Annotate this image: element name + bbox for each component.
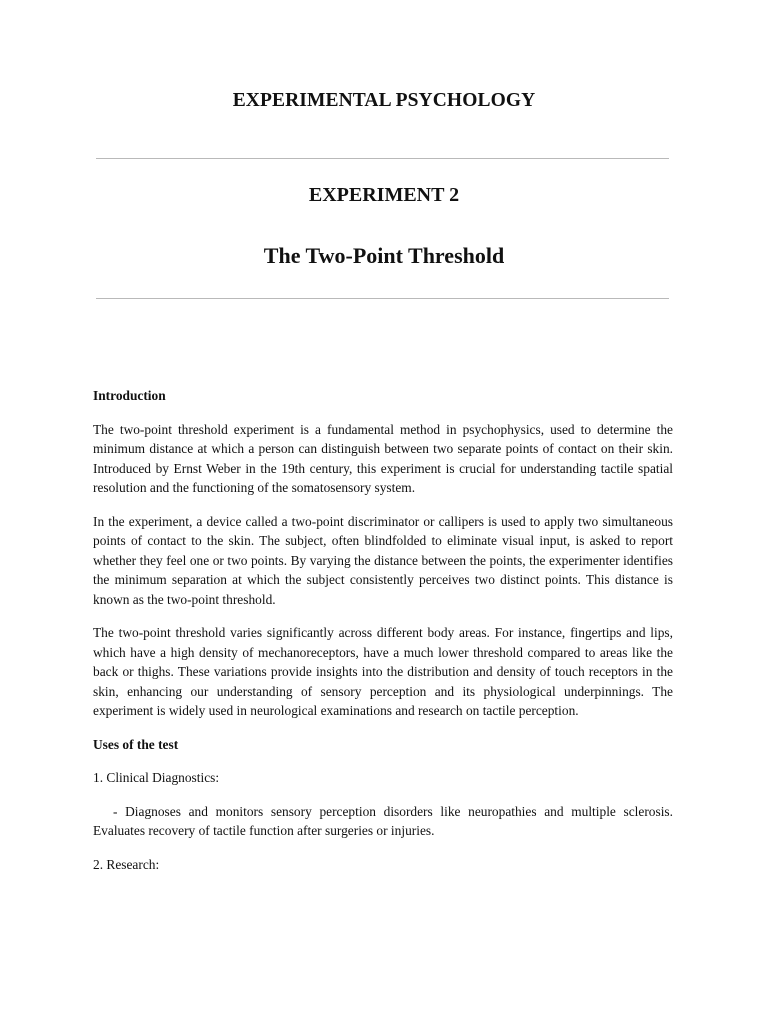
course-title: EXPERIMENTAL PSYCHOLOGY (232, 90, 536, 111)
top-divider (96, 158, 669, 159)
introduction-paragraph-2: In the experiment, a device called a two-point discriminator or callipers is used to apply two simultaneous points of contact to the skin. The subject, often blindfolded to eliminate visual input, is asked to report whether they feel one or two points. By varying the distance between the points, the experimenter identifies the minimum separation at which the subject consistently perceives two distinct points. This distance is known as the two-point threshold. (93, 513, 673, 607)
introduction-heading: Introduction (93, 388, 166, 403)
use-item-research-title: 2. Research: (93, 856, 160, 872)
introduction-paragraph-1: The two-point threshold experiment is a fundamental method in psychophysics, used to determine the minimum distance at which a person can distinguish between two separate points of contact on their skin. Introduced by Ernst Weber in the 19th century, this experiment is crucial for understanding tactile spatial resolution and the functioning of the somatosensory system. (93, 421, 673, 495)
experiment-number: EXPERIMENT 2 (308, 184, 460, 206)
introduction-paragraph-3: The two-point threshold varies significantly across different body areas. For instance, fingertips and lips, which have a high density of mechanoreceptors, have a much lower threshold compared to areas like the back or thighs. These variations provide insights into the distribution and density of touch receptors in the skin, enhancing our understanding of sensory perception and its physiological underpinnings. The experiment is widely used in neurological examinations and research on tactile perception. (93, 625, 673, 718)
use-item-clinical-title: 1. Clinical Diagnostics: (93, 770, 220, 785)
bottom-divider (96, 298, 669, 299)
use-item-clinical-detail: - Diagnoses and monitors sensory perception disorders like neuropathies and multiple sclerosis. Evaluates recovery of tactile function after surgeries or injuries. (93, 803, 673, 838)
uses-heading: Uses of the test (93, 736, 179, 752)
document-body (93, 386, 673, 888)
experiment-title: The Two-Point Threshold (263, 243, 505, 268)
